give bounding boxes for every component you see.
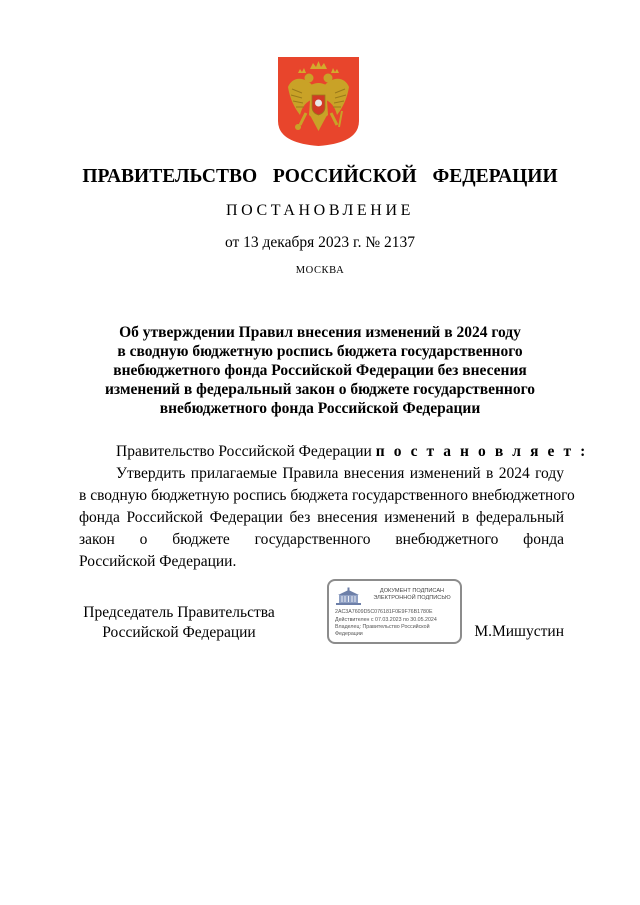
document-type: ПОСТАНОВЛЕНИЕ bbox=[226, 202, 414, 219]
signer-title bbox=[79, 603, 279, 643]
subject-line: внебюджетного фонда Российской Федерации bbox=[159, 400, 481, 417]
paragraph-line: в сводную бюджетную роспись бюджета государственного внебюджетного bbox=[79, 487, 575, 504]
subject-line: Об утверждении Правил внесения изменений в 2024 году bbox=[119, 324, 521, 341]
government-building-icon bbox=[335, 587, 362, 606]
preamble-subject: Правительство Российской Федерации bbox=[116, 443, 372, 460]
stamp-certificate: 2AC3A7609D5C076181F0E9F76B1780E bbox=[335, 609, 433, 615]
document-city: МОСКВА bbox=[295, 265, 345, 276]
subject-line: изменений в федеральный закон о бюджете государственного bbox=[105, 381, 535, 398]
signer-name: М.Мишустин bbox=[474, 623, 564, 640]
document-date-number: от 13 декабря 2023 г. № 2137 bbox=[224, 234, 416, 251]
government-title: ПРАВИТЕЛЬСТВО РОССИЙСКОЙ ФЕДЕРАЦИИ bbox=[82, 166, 558, 187]
document-subject bbox=[90, 323, 550, 418]
stamp-validity: Действителен с 07.03.2023 по 30.05.2024 bbox=[335, 617, 437, 623]
paragraph-line: Российской Федерации. bbox=[79, 553, 237, 570]
preamble-verb: п о с т а н о в л я е т : bbox=[375, 443, 588, 460]
stamp-owner-line: Федерации bbox=[335, 631, 363, 637]
signer-title-line: Российской Федерации bbox=[102, 624, 256, 641]
paragraph-line: фонда Российской Федерации без внесения изменений в федеральный bbox=[79, 509, 564, 526]
subject-line: внебюджетного фонда Российской Федерации без внесения bbox=[113, 362, 527, 379]
stamp-heading bbox=[365, 588, 459, 602]
electronic-signature-stamp bbox=[327, 579, 462, 644]
coat-of-arms-icon bbox=[276, 55, 361, 147]
paragraph-line: закон о бюджете государственного внебюджетного фонда bbox=[79, 531, 564, 548]
stamp-heading-line: ДОКУМЕНТ ПОДПИСАН bbox=[379, 588, 445, 594]
paragraph-line: Утвердить прилагаемые Правила внесения изменений в 2024 году bbox=[116, 465, 564, 482]
stamp-owner-line: Владелец: Правительство Российской bbox=[335, 624, 430, 630]
preamble bbox=[116, 443, 588, 461]
subject-line: в сводную бюджетную роспись бюджета государственного bbox=[117, 343, 523, 360]
stamp-heading-line: ЭЛЕКТРОННОЙ ПОДПИСЬЮ bbox=[373, 595, 451, 601]
signer-title-line: Председатель Правительства bbox=[83, 604, 275, 621]
